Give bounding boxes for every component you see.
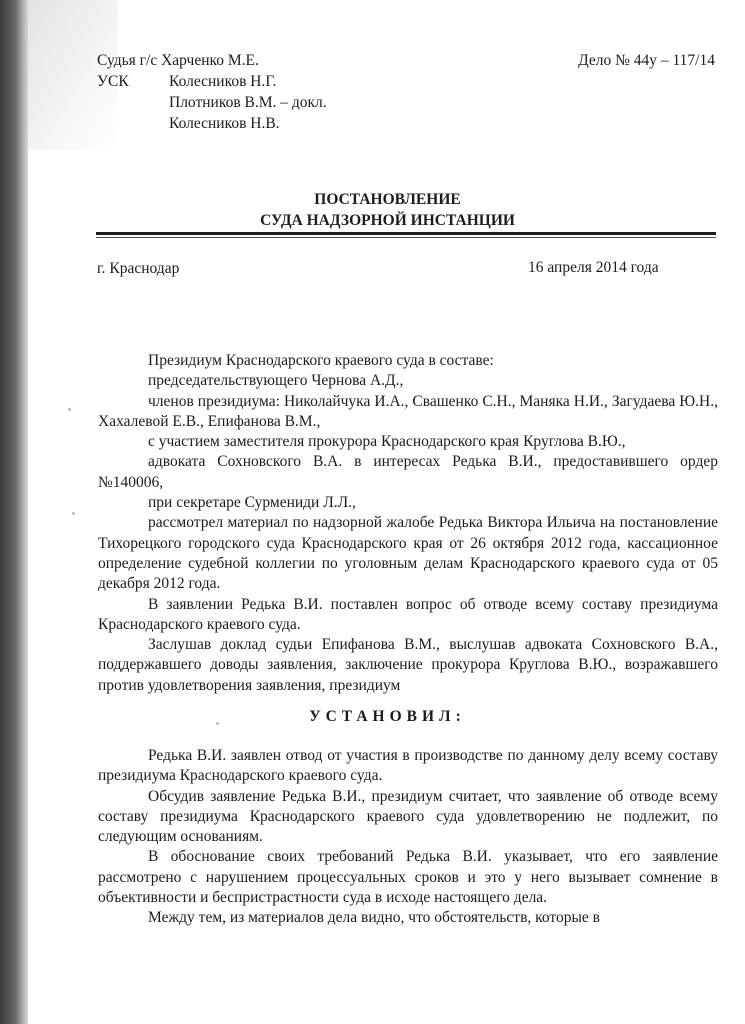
- body-line: Обсудив заявление Редька В.И., президиум считает, что заявление об отводе всему составу президиума Краснодарского краевого суда удовлетворению не подлежит, по следующим основаниям.: [98, 787, 718, 846]
- usk-member: Колесников Н.В.: [169, 115, 280, 132]
- scan-speck: [72, 512, 75, 515]
- usk-label: УСК: [97, 73, 129, 90]
- document-subtitle: СУДА НАДЗОРНОЙ ИНСТАНЦИИ: [260, 212, 515, 229]
- scan-speck: [216, 722, 219, 725]
- title-underline-thin: [96, 237, 716, 238]
- body-line: В обоснование своих требований Редька В.И. указывает, что его заявление рассмотрено с нарушением процессуальных сроков и это у него вызывает сомнение в объективности и беспристрастности суда в исходе настоящего дела.: [98, 848, 718, 907]
- title-underline: [96, 232, 716, 235]
- composition-line: адвоката Сохновского В.А. в интересах Редька В.И., предоставившего ордер №140006,: [98, 453, 718, 491]
- ruling-heading: УСТАНОВИЛ:: [309, 708, 466, 725]
- composition-line: Президиум Краснодарского краевого суда в составе:: [148, 352, 494, 369]
- presiding-judge: Судья г/с Харченко М.Е.: [97, 52, 259, 69]
- body-paragraph: [98, 746, 718, 929]
- body-line: Между тем, из материалов дела видно, что обстоятельств, которые в: [148, 909, 600, 927]
- composition-line: В заявлении Редька В.И. поставлен вопрос об отводе всему составу президиума Краснодарского краевого суда.: [98, 595, 718, 633]
- document-date: 16 апреля 2014 года: [528, 259, 659, 276]
- usk-member: Колесников Н.Г.: [169, 73, 277, 90]
- body-line: Редька В.И. заявлен отвод от участия в производстве по данному делу всему составу президиума Краснодарского краевого суда.: [98, 747, 718, 785]
- scan-shadow: [0, 0, 28, 1024]
- composition-line: при секретаре Сурмениди Л.Л.,: [148, 494, 356, 512]
- usk-member: Плотников В.М. – докл.: [169, 94, 327, 111]
- scan-speck: [68, 408, 71, 411]
- case-number: Дело № 44у – 117/14: [578, 52, 715, 69]
- composition-paragraph: [98, 351, 718, 696]
- composition-line: членов президиума: Николайчука И.А., Свашенко С.Н., Маняка Н.И., Загудаева Ю.Н., Хахалевой Е.В., Епифанова В.М.,: [98, 392, 718, 430]
- document-title: ПОСТАНОВЛЕНИЕ: [314, 191, 461, 208]
- composition-line: рассмотрел материал по надзорной жалобе Редька Виктора Ильича на постановление Тихорецкого городского суда Краснодарского края от 26 октября 2012 года, кассационное определение судебной коллегии по уголовным делам Краснодарского краевого суда от 05 декабря 2012 года.: [98, 514, 718, 593]
- composition-line: председательствующего Чернова А.Д.,: [148, 372, 404, 390]
- place: г. Краснодар: [97, 260, 180, 277]
- composition-line: Заслушав доклад судьи Епифанова В.М., выслушав адвоката Сохновского В.А., поддержавшего доводы заявления, заключение прокурора Круглова В.Ю., возражавшего против удовлетворения заявления, президиум: [98, 636, 718, 694]
- composition-line: с участием заместителя прокурора Краснодарского края Круглова В.Ю.,: [148, 433, 626, 451]
- document-page: [30, 0, 745, 1024]
